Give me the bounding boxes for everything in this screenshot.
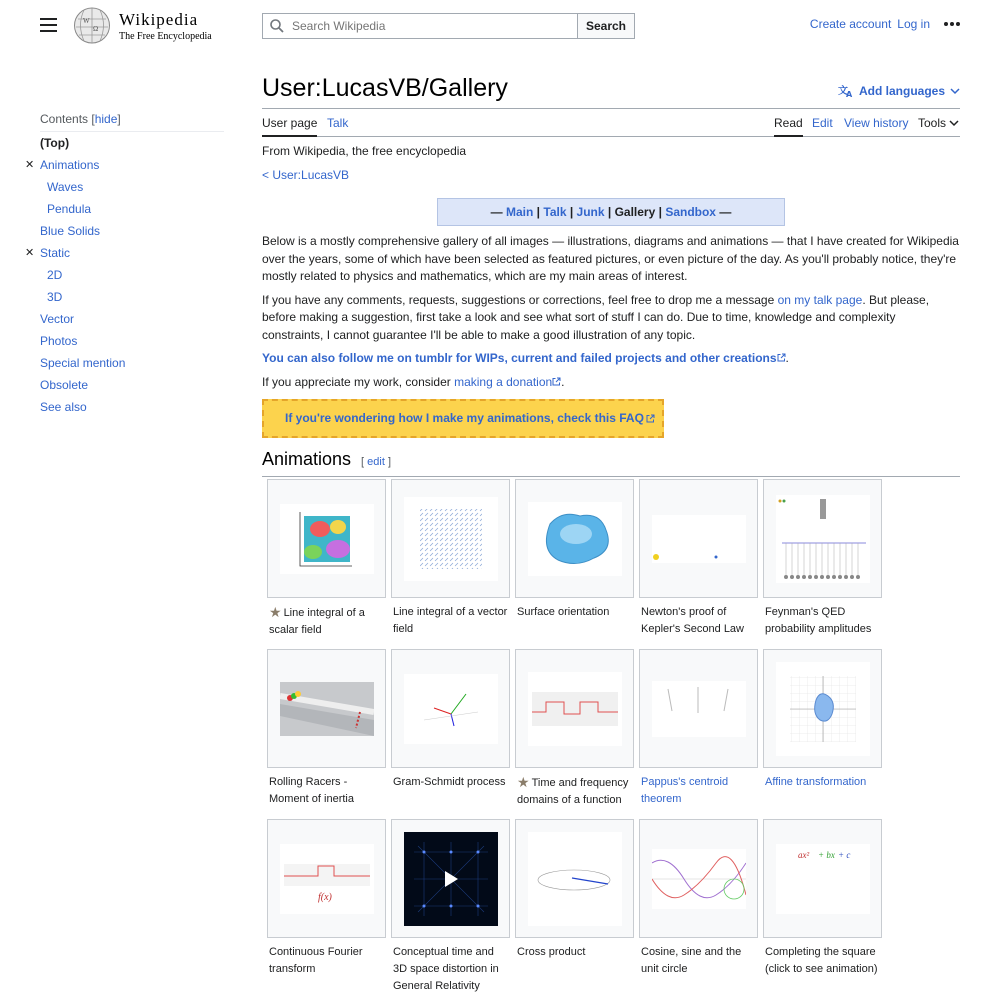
tab-tools[interactable] [918,116,959,137]
svg-text:文: 文 [837,86,848,97]
navbox-talk[interactable]: Talk [543,205,567,219]
toc-item-obsolete [40,374,224,396]
wordmark-title: Wikipedia [119,10,199,29]
wikipedia-wordmark[interactable] [119,10,212,42]
external-link-icon [646,414,655,423]
toc-item-3d [40,286,224,308]
tools-label: Tools [918,116,947,130]
gallery-item [515,819,635,961]
caption-text[interactable]: Feynman's QED probability amplitudes [765,606,872,635]
toc-item-waves [40,176,224,198]
gallery-thumb[interactable] [515,819,634,938]
gallery-caption [763,598,883,638]
faq-link[interactable]: If you're wondering how I make my animations, check this FAQ [285,410,644,425]
gallery-caption [639,768,759,808]
navbox-sandbox[interactable]: Sandbox [665,205,716,219]
donation-link[interactable]: making a donation [454,374,553,389]
gallery-item [267,819,387,978]
quad-term-a: ax² [797,849,809,860]
caption-text[interactable]: Surface orientation [517,606,610,618]
gallery-thumb[interactable] [515,649,634,768]
toc-hide-link[interactable]: hide [94,112,118,126]
log-in-link[interactable]: Log in [897,17,930,31]
toc-link-waves[interactable]: Waves [47,180,84,194]
gallery-item [515,479,635,621]
gallery-thumb[interactable] [515,479,634,598]
navbox-main[interactable]: Main [506,205,534,219]
page-content [262,143,960,477]
gallery-item [763,479,883,638]
time-frequency-thumbnail [528,672,622,746]
faq-banner [262,399,664,438]
caption-text[interactable]: Cross product [517,946,586,958]
toc-link-static[interactable]: Static [40,246,71,260]
gallery-item [639,819,759,978]
intro-paragraph: Below is a mostly comprehensive gallery of all images — illustrations, diagrams and animations — that I have created for Wikipedia over the years, some of which have been selected as featured pictures, or even picture of the day. As you'll probably notice, they're mostly related to physics and mathematics, which are my main areas of interest. [262,234,959,283]
toc-item-vector [40,308,224,330]
gallery-caption [391,768,511,791]
gallery-thumb[interactable] [763,649,882,768]
featured-star-icon: ★ [517,774,530,790]
rolling-racers-thumbnail [280,682,374,736]
gallery-thumb[interactable] [267,649,386,768]
toc-item-top[interactable]: (Top) [40,136,70,150]
gallery-item [639,479,759,638]
chevron-down-icon [950,87,960,95]
gallery-item [763,819,883,978]
page-title: User:LucasVB/Gallery [262,74,508,102]
search-button[interactable]: Search [577,13,635,39]
gallery-caption [763,768,883,791]
caption-text[interactable]: Completing the square (click to see animation) [765,946,878,975]
gallery-item [391,649,511,791]
ellipsis-icon[interactable] [944,22,960,26]
toc-link-special-mention[interactable]: Special mention [40,356,126,370]
unit-circle-thumbnail [652,849,746,909]
gallery-caption [267,938,387,978]
scalar-field-thumbnail [280,504,374,574]
kepler-thumbnail [652,515,746,563]
toc-link-3d[interactable]: 3D [47,290,63,304]
toc-item-blue-solids [40,220,224,242]
quad-term-b: + bx [817,849,835,860]
site-sub: From Wikipedia, the free encyclopedia [262,144,467,158]
toc-link-pendula[interactable]: Pendula [47,202,92,216]
gallery-caption [515,598,635,621]
gallery-caption [391,938,511,995]
section-title: Animations [262,449,352,469]
toc-header: Contents [hide] [40,112,224,132]
fourier-transform-thumbnail [280,844,374,914]
caption-text[interactable]: Line integral of a vector field [393,606,508,635]
caption-text[interactable]: Time and frequency domains of a function [517,777,629,806]
featured-star-icon: ★ [269,604,282,620]
fx-label: f(x) [317,891,332,903]
gallery-thumb[interactable] [391,649,510,768]
toc-item-photos [40,330,224,352]
gallery-caption [515,938,635,961]
chevron-down-icon [949,119,959,127]
completing-square-thumbnail [776,844,870,914]
gallery-caption [639,938,759,978]
caption-link[interactable]: Affine transformation [765,776,867,788]
section-edit-link[interactable]: edit [367,456,385,468]
tab-view-history[interactable]: View history [844,116,909,130]
feedback-text-a: If you have any comments, requests, suggestions or corrections, feel free to drop me a message [262,292,778,307]
caption-text[interactable]: Line integral of a scalar field [269,607,365,636]
caption-link[interactable]: Pappus's centroid theorem [641,776,729,805]
gallery-item [391,479,511,638]
feedback-text-b: . But please, before making a suggestion, first take a look and see what sort of stuff I can do. Due to time, knowledge and complexity constraints, I cannot guarantee I'll be able to make a good illustration of any topic. [262,292,930,342]
gallery-thumb[interactable] [391,819,510,938]
bracket-open: [ [361,456,368,468]
section-heading-animations [262,451,960,477]
affine-transform-thumbnail [776,662,870,756]
search-icon [270,19,284,33]
language-icon [838,84,854,98]
toc-link-photos[interactable]: Photos [40,334,78,348]
gallery-thumb[interactable] [639,819,758,938]
toc-item-pendula [40,198,224,220]
personal-tools [810,17,960,31]
external-link-icon [777,353,786,362]
create-account-link[interactable]: Create account [809,17,892,31]
navbox-sep: | [604,205,615,219]
hamburger-icon[interactable] [40,18,57,32]
donation-text: If you appreciate my work, consider [262,374,455,389]
surface-orientation-thumbnail [528,502,622,576]
quad-term-c: + c [837,849,850,860]
caption-text[interactable]: Cosine, sine and the unit circle [641,946,742,975]
add-languages-button[interactable] [838,84,960,98]
wikipedia-globe-icon[interactable] [72,7,112,44]
navbox-gallery: Gallery [614,205,656,219]
tumblr-link[interactable]: You can also follow me on tumblr for WIPs, current and failed projects and other creations [262,351,777,365]
caption-text[interactable]: Continuous Fourier transform [269,946,363,975]
navbox-sep: | [533,205,544,219]
user-navbox [437,198,785,226]
toc-link-2d[interactable]: 2D [47,268,63,282]
gallery-item [763,649,883,791]
navbox-sep: | [566,205,577,219]
back-link-line [262,167,960,185]
tab-read[interactable]: Read [774,116,803,137]
gallery-item [515,649,635,809]
collapse-chevron-icon[interactable]: ✕ [25,247,35,259]
gallery-thumb[interactable] [639,649,758,768]
toc-item-static [25,242,224,264]
caption-text[interactable]: Gram-Schmidt process [393,776,506,788]
bracket-close: ] [384,456,392,468]
gallery-caption [763,938,883,978]
svg-text:Ω: Ω [93,25,99,33]
relativity-video-thumbnail [404,832,498,926]
gallery-item [267,479,387,639]
navbox-dash-open: — [490,205,506,219]
donation-end: . [561,374,565,389]
caption-text[interactable]: Conceptual time and 3D space distortion in General Relativity [393,946,499,992]
gallery-caption [267,768,387,808]
feedback-paragraph [262,292,960,345]
gallery-thumb[interactable] [267,479,386,598]
gallery-thumb[interactable] [763,819,882,938]
page-tabs [262,108,960,137]
gallery-item [391,819,511,995]
back-link[interactable]: User:LucasVB [272,167,350,182]
gallery-thumb[interactable] [391,479,510,598]
toc-link-obsolete[interactable]: Obsolete [40,378,89,392]
toc-title: Contents [40,112,89,126]
gallery-thumb[interactable] [763,479,882,598]
tab-user-page[interactable]: User page [262,116,317,137]
tumblr-line [262,350,960,368]
search-field[interactable] [262,13,577,39]
search-input[interactable] [290,18,550,34]
navbox-dash-close: — [715,205,732,219]
add-languages-label: Add languages [858,84,945,98]
gallery-item [267,649,387,808]
vector-field-thumbnail [404,497,498,581]
tab-edit[interactable]: Edit [812,116,833,130]
search-bar [262,13,635,39]
svg-text:W: W [83,17,90,25]
gallery-caption [639,598,759,638]
collapse-chevron-icon[interactable]: ✕ [25,159,35,171]
toc-link-see-also[interactable]: See also [40,400,87,414]
cross-product-thumbnail [528,832,622,926]
qed-thumbnail [776,495,870,583]
gram-schmidt-thumbnail [404,674,498,744]
gallery-thumb[interactable] [267,819,386,938]
back-prefix: < [262,167,273,182]
gallery-item [639,649,759,808]
external-link-icon [552,377,561,386]
donation-line [262,374,960,392]
talk-page-link[interactable]: on my talk page [777,292,863,307]
caption-text[interactable]: Rolling Racers - Moment of inertia [269,776,354,805]
navbox-junk[interactable]: Junk [576,205,605,219]
caption-text[interactable]: Newton's proof of Kepler's Second Law [641,606,744,635]
toc-link-vector[interactable]: Vector [40,312,75,326]
toc-item-2d [40,264,224,286]
toc-link-blue-solids[interactable]: Blue Solids [40,224,101,238]
navbox-sep: | [655,205,666,219]
gallery-caption [267,598,387,639]
wordmark-tagline: The Free Encyclopedia [119,31,212,42]
gallery-thumb[interactable] [639,479,758,598]
pappus-thumbnail [652,681,746,737]
toc-item-see-also [40,396,224,418]
gallery-caption [391,598,511,638]
toc-item-special-mention [40,352,224,374]
section-edit [361,454,391,472]
gallery-caption [515,768,635,809]
tumblr-end: . [785,351,789,365]
svg-text:A: A [845,90,853,98]
toc-item-animations [25,154,224,176]
toc-link-animations[interactable]: Animations [40,158,100,172]
tab-talk[interactable]: Talk [327,116,349,130]
table-of-contents [25,112,224,418]
